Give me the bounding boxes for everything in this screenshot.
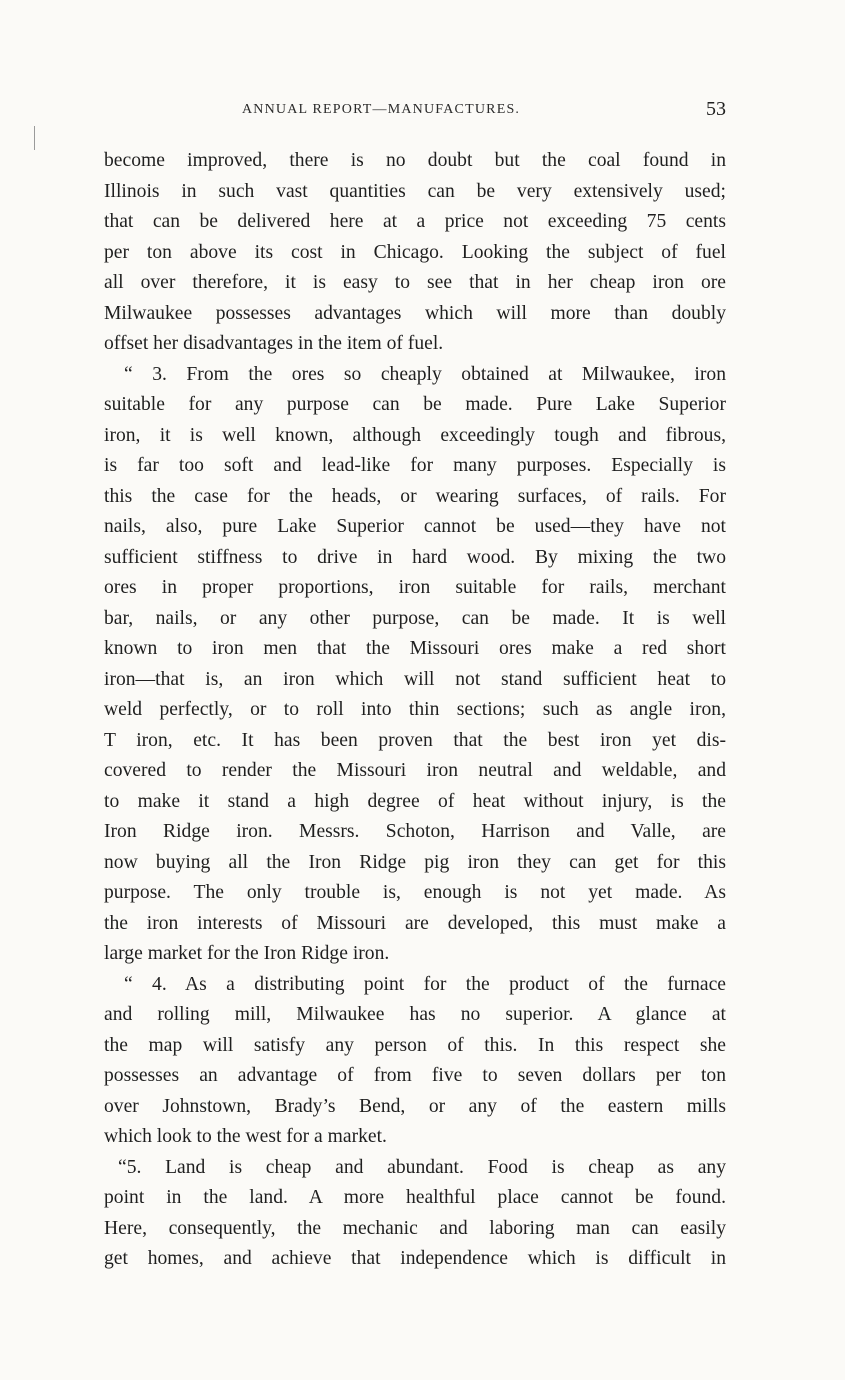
page-header [104,98,726,126]
text-line: and rolling mill, Milwaukee has no superior. A glance at [104,1004,726,1025]
text-line: sufficient stiffness to drive in hard wood. By mixing the two [104,546,726,568]
text-line: offset her disadvantages in the item of fuel. [104,333,444,354]
text-line: point in the land. A more healthful place cannot be found. [104,1187,726,1208]
text-line: known to iron men that the Missouri ores make a red short [104,638,726,659]
text-line: “ 4. As a distributing point for the product of the furnace [124,973,726,995]
text-line: “ 3. From the ores so cheaply obtained at Milwaukee, iron [124,363,726,385]
text-line: ores in proper proportions, iron suitable for rails, merchant [104,577,726,598]
text-line: Illinois in such vast quantities can be very extensively used; [104,180,726,202]
text-line: T iron, etc. It has been proven that the best iron yet dis- [104,729,726,751]
text-line: weld perfectly, or to roll into thin sections; such as angle iron, [104,699,726,720]
text-line: Here, consequently, the mechanic and laboring man can easily [104,1217,726,1239]
text-line: iron—that is, an iron which will not stand sufficient heat to [104,668,726,690]
page-number: 53 [706,98,726,120]
text-line: all over therefore, it is easy to see that in her cheap iron ore [104,272,726,293]
text-line: become improved, there is no doubt but the coal found in [104,150,726,171]
text-line: Iron Ridge iron. Messrs. Schoton, Harrison and Valle, are [104,821,726,842]
text-line: bar, nails, or any other purpose, can be made. It is well [104,607,726,629]
text-line: this the case for the heads, or wearing surfaces, of rails. For [104,485,726,507]
margin-mark [34,126,35,150]
text-line: over Johnstown, Brady’s Bend, or any of the eastern mills [104,1095,726,1117]
text-line: to make it stand a high degree of heat without injury, is the [104,790,726,812]
text-line: large market for the Iron Ridge iron. [104,943,390,964]
text-line: the iron interests of Missouri are developed, this must make a [104,912,726,934]
text-line: that can be delivered here at a price not exceeding 75 cents [104,211,726,232]
text-line: possesses an advantage of from five to seven dollars per ton [104,1065,726,1086]
text-line: the map will satisfy any person of this. In this respect she [104,1034,726,1056]
text-line: which look to the west for a market. [104,1126,387,1147]
text-line: iron, it is well known, although exceedingly tough and fibrous, [104,424,726,446]
text-line: suitable for any purpose can be made. Pure Lake Superior [104,394,726,415]
text-line: per ton above its cost in Chicago. Looking the subject of fuel [104,241,726,263]
running-head: ANNUAL REPORT—MANUFACTURES. [242,102,521,117]
text-line: purpose. The only trouble is, enough is not yet made. As [104,882,726,903]
text-line: is far too soft and lead-like for many purposes. Especially is [104,455,726,476]
text-line: Milwaukee possesses advantages which will more than doubly [104,302,726,324]
text-line: get homes, and achieve that independence which is difficult in [104,1248,726,1269]
text-line: “5. Land is cheap and abundant. Food is cheap as any [118,1156,726,1178]
text-line: covered to render the Missouri iron neutral and weldable, and [104,760,726,781]
text-line: now buying all the Iron Ridge pig iron they can get for this [104,851,726,873]
text-line: nails, also, pure Lake Superior cannot be used—they have not [104,516,726,537]
body-text [104,146,726,1275]
